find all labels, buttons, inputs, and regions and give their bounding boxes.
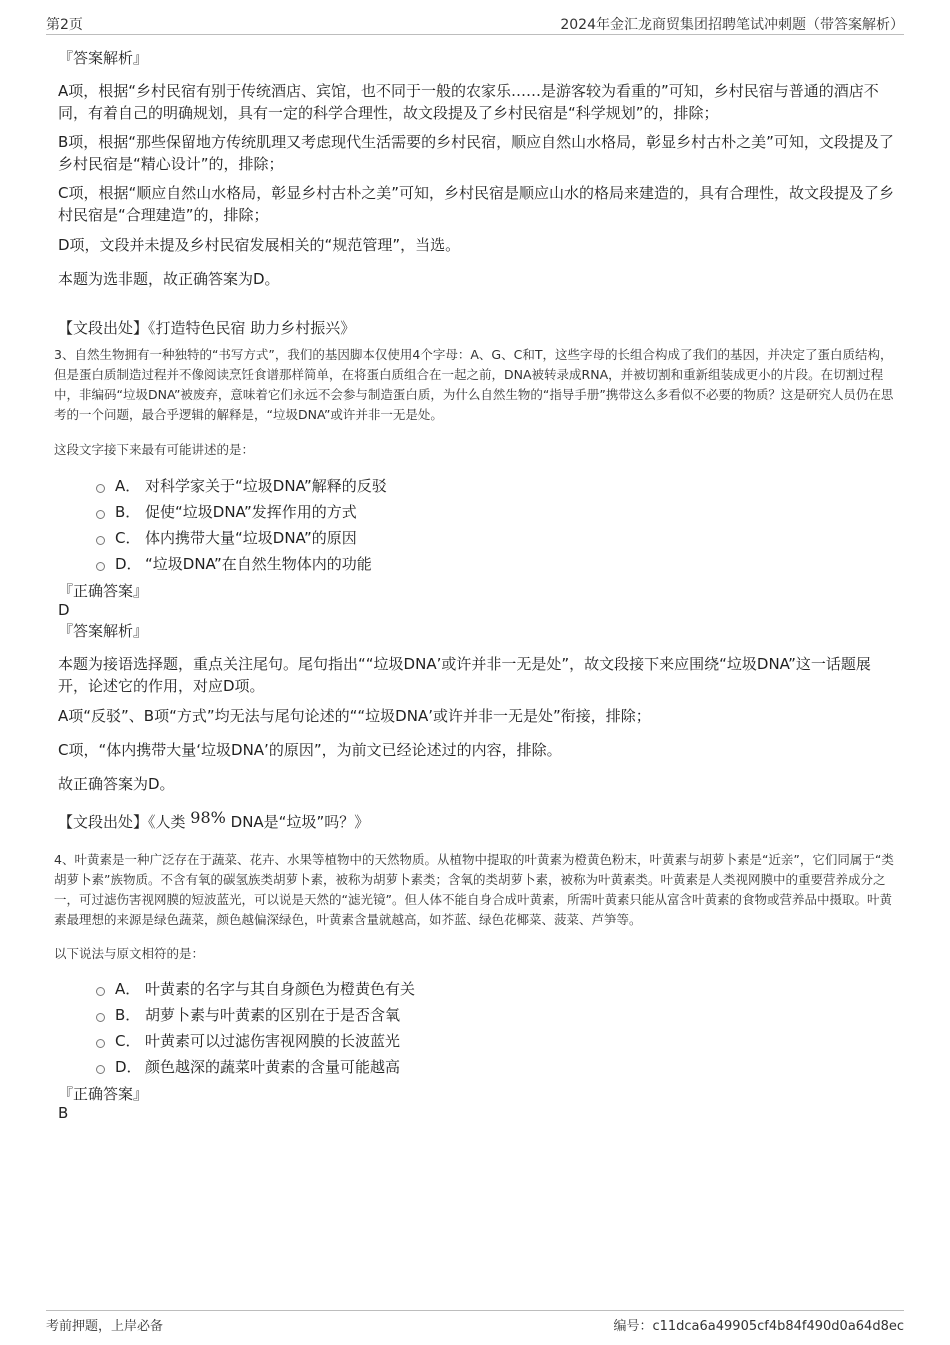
q2-analysis-para-3: C项，根据“顺应自然山水格局，彰显乡村古朴之美”可知，乡村民宿是顺应山水的格局来建造的，具有合理性，故文段提及了乡村民宿是“合理建造”的，排除； [58,184,895,224]
q4-option-b[interactable]: B． 胡萝卜素与叶黄素的区别在于是否含氧 [96,1001,796,1027]
q3-option-b[interactable]: B． 促使“垃圾DNA”发挥作用的方式 [96,498,796,524]
q3-option-a[interactable]: A． 对科学家关于“垃圾DNA”解释的反驳 [96,472,796,498]
q3-analysis-para-3: C项，“体内携带大量‘垃圾DNA’的原因”，为前文已经论述过的内容，排除。 [58,741,562,759]
q3-source-percent: 98% [190,808,226,827]
q3-option-d[interactable]: D． “垃圾DNA”在自然生物体内的功能 [96,550,796,576]
q3-option-c[interactable]: C． 体内携带大量“垃圾DNA”的原因 [96,524,796,550]
radio-icon[interactable] [96,562,105,571]
radio-icon[interactable] [96,1039,105,1048]
q4-option-a[interactable]: A． 叶黄素的名字与其自身颜色为橙黄色有关 [96,975,796,1001]
q2-analysis-para-2: B项，根据“那些保留地方传统肌理又考虑现代生活需要的乡村民宿，顺应自然山水格局，彰显乡村古朴之美”可知，文段提及了乡村民宿是“精心设计”的，排除； [58,133,894,173]
radio-icon[interactable] [96,1013,105,1022]
q4-question-text: 4、叶黄素是一种广泛存在于蔬菜、花卉、水果等植物中的天然物质。从植物中提取的叶黄素为橙黄色粉末，叶黄素与胡萝卜素是“近亲”，它们同属于“类胡萝卜素”族物质。不含有氧的碳氢族类胡萝卜素，被称为胡萝卜素类；含氧的类胡萝卜素，被称为叶黄素类。叶黄素是人类视网膜中的重要营养成分之一，可过滤伤害视网膜的短波蓝光，可以说是天然的“滤光镜”。但人体不能自身合成叶黄素，所需叶黄素只能从富含叶黄素的食物或营养品中摄取。叶黄素最理想的来源是绿色蔬菜，颜色越偏深绿色，叶黄素含量就越高，如芥蓝、绿色花椰菜、菠菜、芦笋等。 [54,852,894,927]
q3-prompt: 这段文字接下来最有可能讲述的是： [54,442,255,457]
q4-options [96,975,796,1079]
q3-analysis-para-1: 本题为接语选择题，重点关注尾句。尾句指出““垃圾DNA’或许并非一无是处”，故文段接下来应围绕“垃圾DNA”这一话题展开，论述它的作用，对应D项。 [58,655,871,695]
q3-analysis-para-2: A项“反驳”、B项“方式”均无法与尾句论述的““垃圾DNA’或许并非一无是处”衔接，排除； [58,707,651,725]
q2-analysis-para-4: D项，文段并未提及乡村民宿发展相关的“规范管理”，当选。 [58,236,461,254]
q3-question-text: 3、自然生物拥有一种独特的“书写方式”，我们的基因脚本仅使用4个字母：A、G、C和T，这些字母的长组合构成了我们的基因，并决定了蛋白质结构，但是蛋白质制造过程并不像阅读烹饪食谱那样简单，在将蛋白质组合在一起之前，DNA被转录成RNA，并被切割和重新组装成更小的片段。在切割过程中，非编码“垃圾DNA”被废弃，意味着它们永远不会参与制造蛋白质，为什么自然生物的“指导手册”携带这么多看似不必要的物质？这是研究人员仍在思考的一个问题，最合乎逻辑的解释是，“垃圾DNA”或许并非一无是处。 [54,347,894,422]
q4-answer-label: 『正确答案』 [58,1085,149,1103]
footer-slogan: 考前押题，上岸必备 [46,1319,164,1334]
page-number: 第2页 [46,17,83,33]
q3-analysis-conclusion: 故正确答案为D。 [58,775,175,793]
q2-analysis-conclusion: 本题为选非题，故正确答案为D。 [58,270,280,288]
q2-analysis-para-1: A项，根据“乡村民宿有别于传统酒店、宾馆，也不同于一般的农家乐……是游客较为看重的”可知，乡村民宿与普通的酒店不同，有着自己的明确规划，具有一定的科学合理性，故文段提及了乡村民宿是“科学规划”的，排除； [58,82,879,122]
page-footer [46,1310,904,1333]
radio-icon[interactable] [96,484,105,493]
document-code: 编号：c11dca6a49905cf4b84f490d0a64d8ec [613,1319,904,1334]
document-title: 2024年金汇龙商贸集团招聘笔试冲刺题（带答案解析） [560,17,904,33]
radio-icon[interactable] [96,510,105,519]
q3-options [96,472,796,576]
q2-analysis-label: 『答案解析』 [58,49,149,67]
radio-icon[interactable] [96,1065,105,1074]
q4-answer: B [58,1104,69,1122]
q4-prompt: 以下说法与原文相符的是： [54,946,205,961]
q4-option-c[interactable]: C． 叶黄素可以过滤伤害视网膜的长波蓝光 [96,1027,796,1053]
q4-option-d[interactable]: D． 颜色越深的蔬菜叶黄素的含量可能越高 [96,1053,796,1079]
radio-icon[interactable] [96,536,105,545]
q3-answer: D [58,601,70,619]
page-header [46,14,904,35]
q3-analysis-label: 『答案解析』 [58,622,149,640]
q3-answer-label: 『正确答案』 [58,582,149,600]
radio-icon[interactable] [96,987,105,996]
q2-source: 【文段出处】《打造特色民宿 助力乡村振兴》 [58,319,356,337]
q3-source: 【文段出处】《人类 98% DNA是“垃圾”吗？》 [58,808,370,831]
